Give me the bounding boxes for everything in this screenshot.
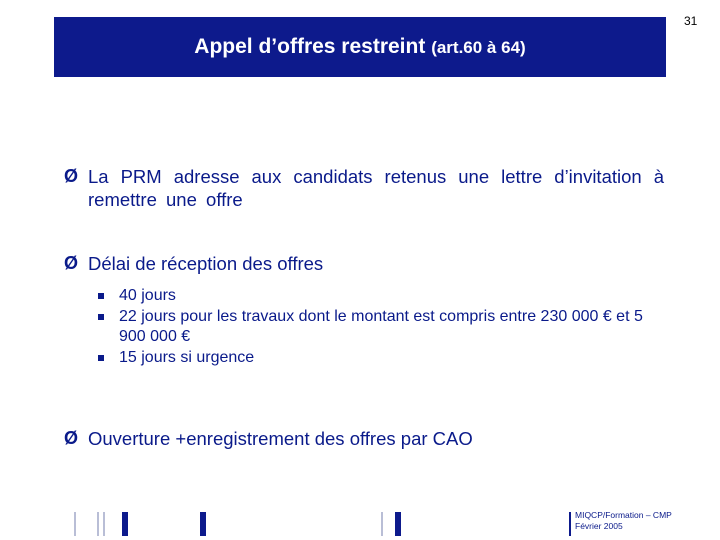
sub-bullet-list	[96, 286, 666, 369]
footer-bar	[74, 512, 76, 536]
footer-bar	[569, 512, 571, 536]
square-bullet-icon	[98, 293, 104, 299]
page-number: 31	[684, 14, 698, 28]
square-bullet-icon	[98, 314, 104, 320]
footer-bar	[395, 512, 401, 536]
slide-title-main: Appel d’offres restreint	[194, 35, 426, 58]
list-item	[96, 307, 666, 347]
footer-line: MIQCP/Formation – CMP	[575, 510, 672, 520]
list-item	[96, 348, 666, 368]
bullet-text: Délai de réception des offres	[88, 253, 324, 274]
footer-bar	[200, 512, 206, 536]
arrow-bullet-icon: Ø	[64, 253, 79, 273]
bullet-item	[64, 165, 664, 211]
arrow-bullet-icon: Ø	[64, 166, 79, 186]
slide-title-sub: (art.60 à 64)	[431, 38, 526, 57]
footer-line: Février 2005	[575, 521, 623, 531]
sub-bullet-text: 40 jours	[119, 287, 176, 304]
sub-bullet-text: 15 jours si urgence	[119, 349, 255, 366]
footer-text	[575, 510, 672, 532]
bullet-item	[64, 427, 664, 450]
footer-bar	[97, 512, 99, 536]
footer-bar	[122, 512, 128, 536]
bullet-text: La PRM adresse aux candidats retenus une lettre d’invitation à remettre une offre	[88, 166, 664, 210]
title-banner	[54, 17, 666, 77]
sub-bullet-text: 22 jours pour les travaux dont le montant est compris entre 230 000 € et 5 900 000 €	[119, 308, 643, 345]
square-bullet-icon	[98, 355, 104, 361]
arrow-bullet-icon: Ø	[64, 428, 79, 448]
footer-bar	[381, 512, 383, 536]
list-item	[96, 286, 666, 306]
bullet-text: Ouverture +enregistrement des offres par CAO	[88, 428, 473, 449]
bullet-item	[64, 252, 664, 275]
slide-title	[54, 35, 666, 59]
footer-bar	[103, 512, 105, 536]
